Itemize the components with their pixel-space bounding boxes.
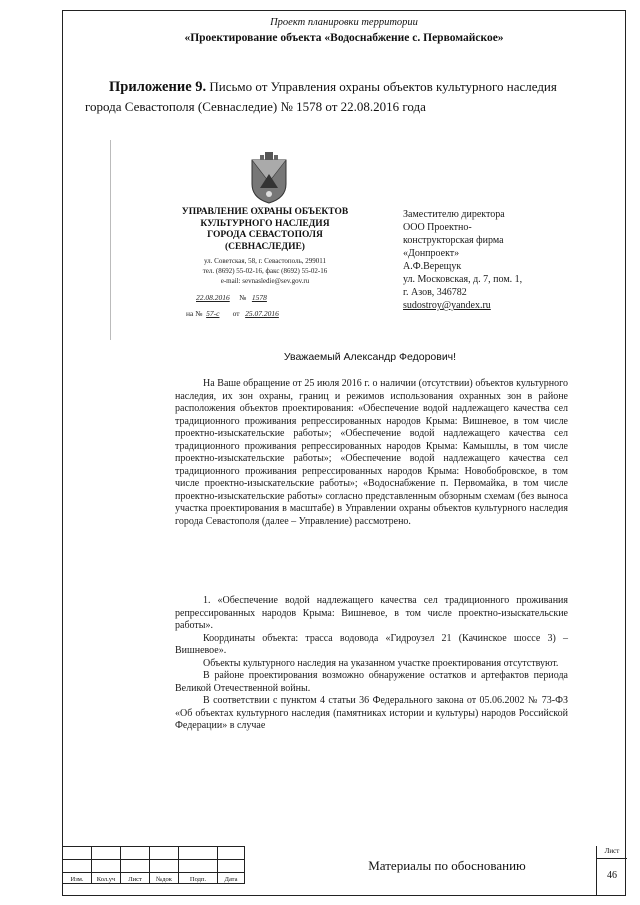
- coat-of-arms-emblem: [248, 150, 290, 204]
- letter-body-bottom: [175, 595, 568, 733]
- recipient-block: [403, 208, 603, 312]
- org-line: ГОРОДА СЕВАСТОПОЛЯ: [207, 230, 323, 240]
- recipient-line: ул. Московская, д. 7, пом. 1,: [403, 274, 523, 285]
- appendix-text: Письмо от Управления охраны объектов культурного наследия города Севастополя (Севнаследие) № 1578 от 22.08.2016 года: [85, 79, 557, 114]
- header-title: «Проектирование объекта «Водоснабжение с. Первомайское»: [184, 32, 504, 44]
- appendix-caption: [85, 77, 585, 116]
- col-label: Лист: [121, 873, 150, 884]
- revision-table: [62, 846, 245, 884]
- recipient-line: А.Ф.Верещук: [403, 261, 462, 272]
- col-label: Подп.: [179, 873, 218, 884]
- registration-number: 1578: [251, 293, 267, 302]
- org-line: (СЕВНАСЛЕДИЕ): [225, 241, 305, 252]
- sheet-box: [596, 846, 627, 896]
- recipient-line: г. Азов, 346782: [403, 287, 467, 298]
- paragraph: 1. «Обеспечение водой надлежащего качества сел традиционного проживания репрессированных народов Крыма: Вишневое, в том числе проектно-изыскательские работы».: [175, 595, 568, 631]
- col-label: №док: [150, 873, 179, 884]
- letterhead-address: [182, 256, 348, 286]
- address-line: ул. Советская, 58, г. Севастополь, 299011: [203, 257, 326, 265]
- col-label: Кол.уч: [92, 873, 121, 884]
- recipient-line: конструкторская фирма: [403, 235, 504, 246]
- sheet-number: 46: [607, 870, 617, 881]
- greeting: Уважаемый Александр Федорович!: [283, 351, 457, 363]
- recipient-line: ООО Проектно-: [403, 222, 472, 233]
- reference-date: 25.07.2016: [245, 309, 279, 318]
- reference-label: на №: [186, 309, 203, 318]
- reference-from-label: от: [232, 309, 240, 318]
- paragraph: В районе проектирования возможно обнаружение остатков и артефактов периода Великой Отечественной войны.: [175, 670, 568, 694]
- org-line: КУЛЬТУРНОГО НАСЛЕДИЯ: [200, 218, 330, 229]
- paragraph: На Ваше обращение от 25 июля 2016 г. о наличии (отсутствии) объектов культурного наследия, их зон охраны, границ и режимов использования охранных зон в районе расположения объектов проектирования: «Обеспечение водой надлежащего качества сел традиционного проживания репрессированных народов Крыма: Вишневое, в том числе проектно-изыскательские работы»; «Обеспечение водой надлежащего качества сел традиционного проживания репрессированных народов Крыма: Камышлы, в том числе проектно-изыскательские работы»; «Обеспечение водой надлежащего качества сел традиционного проживания репрессированных народов Крыма: Новобобровское, в том числе проектно-изыскательские работы»; «Водоснабжение п. Первомайка, в том числе проектно-изыскательские работы» согласно представленным обзорным схемам (без выноса участка проектирования в масштабе) в Управлении охраны объектов культурного наследия города Севастополя (далее – Управление) рассмотрено.: [175, 378, 568, 527]
- recipient-email: sudostroy@yandex.ru: [403, 300, 491, 311]
- sheet-label: Лист: [604, 847, 620, 855]
- recipient-line: Заместителю директора: [403, 209, 505, 220]
- address-line: тел. (8692) 55-02-16, факс (8692) 55-02-16: [202, 267, 328, 275]
- appendix-label: Приложение 9.: [109, 79, 207, 95]
- registration-line: [196, 293, 267, 302]
- title-block-stamp: [62, 846, 626, 896]
- paragraph: Координаты объекта: трасса водовода «Гидроузел 21 (Качинское шоссе 3) – Вишневое».: [175, 632, 568, 656]
- registration-date: 22.08.2016: [196, 293, 230, 302]
- recipient-line: «Донпроект»: [403, 248, 460, 259]
- header-subtitle: Проект планировки территории: [270, 17, 418, 28]
- letter-body-top: [175, 378, 568, 528]
- stamp-title: Материалы по обоснованию: [368, 858, 526, 873]
- address-line: e-mail: sevnasledie@sev.gov.ru: [220, 277, 310, 285]
- col-label: Изм.: [63, 873, 92, 884]
- paragraph: В соответствии с пунктом 4 статьи 36 Федерального закона от 05.06.2002 № 73-ФЗ «Об объектах культурного наследия (памятниках истории и культуры) народов Российской Федерации» в случае: [175, 695, 568, 731]
- org-line: УПРАВЛЕНИЕ ОХРАНЫ ОБЪЕКТОВ: [181, 207, 349, 217]
- binding-margin-mark: [110, 140, 111, 340]
- col-label: Дата: [218, 873, 245, 884]
- reference-number: 57-с: [206, 309, 220, 318]
- reference-line: [186, 309, 279, 318]
- letterhead-organization: [180, 207, 350, 253]
- registration-number-label: №: [239, 293, 247, 302]
- paragraph: Объекты культурного наследия на указанном участке проектирования отсутствуют.: [203, 657, 559, 669]
